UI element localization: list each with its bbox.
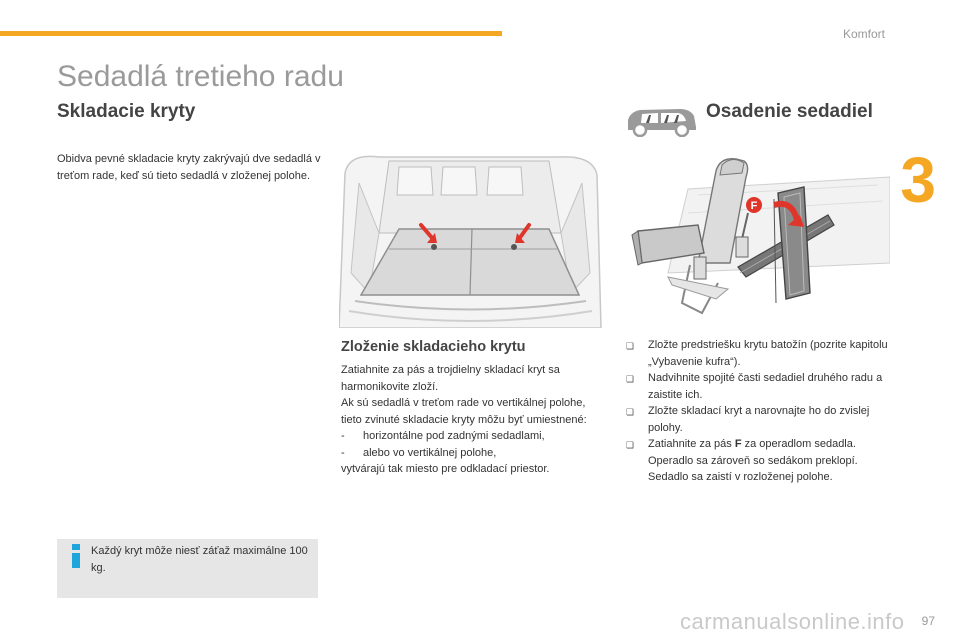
list-item: - alebo vo vertikálnej polohe,: [341, 446, 497, 459]
installation-steps: [626, 337, 896, 486]
section-label: Komfort: [842, 27, 885, 41]
heading-folding-covers: Skladacie kryty: [57, 101, 196, 122]
heading-folding-cover: Zloženie skladacieho krytu: [341, 339, 526, 355]
heading-seat-installation: Osadenie sedadiel: [706, 101, 873, 122]
info-icon: [69, 544, 83, 568]
list-item: - horizontálne pod zadnými sedadlami,: [341, 430, 545, 442]
page-title: Sedadlá tretieho radu: [57, 60, 344, 93]
folding-instructions: [341, 362, 603, 478]
checkbox-bullet-icon: ❏: [626, 341, 635, 351]
info-text: Každý kryt môže niesť záťaž maximálne 100 kg.: [91, 545, 308, 574]
trunk-illustration: [339, 153, 602, 328]
instruction-paragraph: vytvárajú tak miesto pre odkladací priestor.: [341, 463, 550, 475]
car-seats-icon: [624, 103, 698, 137]
accent-bar: [0, 31, 502, 36]
list-item: ❏ Zložte predstriešku krytu batožín (pozrite kapitolu „Vybavenie kufra“).: [626, 337, 896, 370]
page-number: 97: [921, 614, 935, 628]
list-item: ❏ Zatiahnite za pás F za operadlom sedadla. Operadlo sa zároveň so sedákom preklopí. Sedadlo sa zaistí v rozloženej polohe.: [626, 436, 896, 486]
chapter-number: 3: [900, 144, 936, 216]
instruction-paragraph: Ak sú sedadlá v treťom rade vo vertikálnej polohe, tieto zvinuté skladacie kryty môžu byť umiestnené:: [341, 397, 587, 426]
strap-f-label: F: [750, 200, 758, 212]
intro-text: Obidva pevné skladacie kryty zakrývajú dve sedadlá v treťom rade, keď sú tieto sedadlá v zloženej polohe.: [57, 153, 321, 182]
instruction-paragraph: Zatiahnite za pás a trojdielny skladací kryt sa harmonikovite zloží.: [341, 364, 560, 393]
list-item: ❏ Nadvihnite spojité časti sedadiel druhého radu a zaistite ich.: [626, 370, 896, 403]
watermark: carmanualsonline.info: [680, 609, 905, 634]
list-item: ❏ Zložte skladací kryt a narovnajte ho do zvislej polohy.: [626, 403, 896, 436]
checkbox-bullet-icon: ❏: [626, 440, 635, 450]
seat-folding-diagram: [628, 153, 890, 328]
checkbox-bullet-icon: ❏: [626, 407, 635, 417]
checkbox-bullet-icon: ❏: [626, 374, 635, 384]
info-box: [57, 539, 318, 598]
